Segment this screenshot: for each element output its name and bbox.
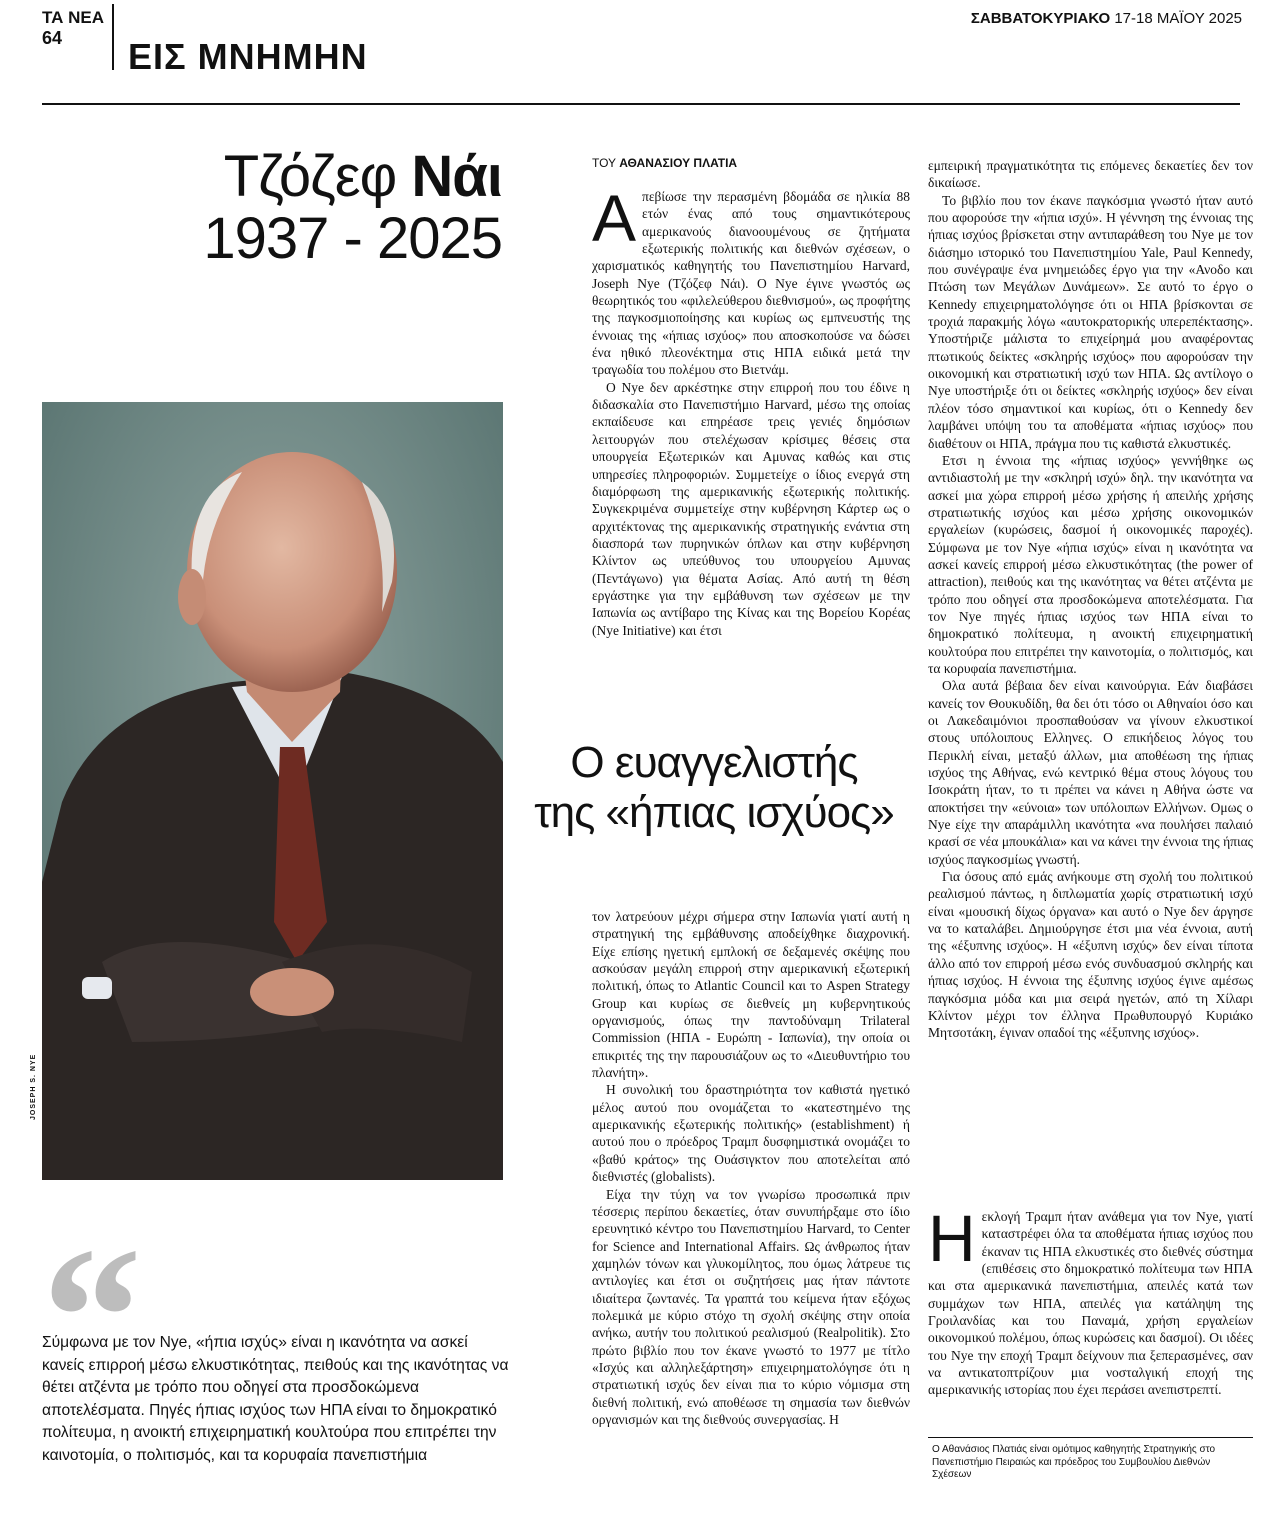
drop-cap-2: Η (928, 1201, 976, 1275)
author-note: Ο Αθανάσιος Πλατιάς είναι ομότιμος καθηγητής Στρατηγικής στο Πανεπιστήμιο Πειραιώς και πρόεδρος του Συμβουλίου Διεθνών Σχέσεων (932, 1444, 1216, 1480)
quote-mark-icon: “ (42, 1207, 142, 1428)
header-divider (112, 4, 114, 70)
body-column-3-closing (928, 1201, 1253, 1399)
paragraph-9-text: εκλογή Τραμπ ήταν ανάθεμα για τον Nye, γιατί καταστρέφει όλα τα αποθέματα ήπιας ισχύος που έκαναν τις ΗΠΑ ελκυστικές στο διεθνές σύστημα (επιθέσεις στο δημοκρατικό πολίτευμα των ΗΠΑ και στα αμερικανικά πανεπιστήμια, απειλές κατά των συμμάχων των ΗΠΑ, απειλές για κατάληψη της Γροιλανδίας και του Παναμά, χρήση εργαλείων οικονομικού πολέμου, όπως κυρώσεις και δασμοί). Οι ιδέες του Nye την εποχή Τραμπ δείχνουν πια ξεπερασμένες, σαν να αντικατοπτρίζουν μια νοσταλγική εποχή της αμερικανικής ιστορίας που έχει περάσει ανεπιστρεπτί. (928, 1209, 1253, 1398)
article-title (150, 146, 502, 270)
paragraph-2: Ο Nye δεν αρκέστηκε στην επιρροή που του έδινε η διδασκαλία στο Πανεπιστήμιο Harvard, μέσω της οποίας εκπαίδευσε και επηρέασε τρεις γενιές δημόσιων λειτουργών που στελέχωσαν κρίσιμες θέσεις στα υπουργεία Εξωτερικών και Αμυνας καθώς και στις υπηρεσίες πληροφοριών. Συμμετείχε ο ίδιος ενεργά στη διαμόρφωση της αμερικανικής εξωτερικής πολιτικής. Συγκεκριμένα συμμετείχε στην κυβέρνηση Κάρτερ ως ο αρχιτέκτονας της αμερικανικής στρατηγικής ενάντια στη διασπορά των πυρηνικών όπλων και στην κυβέρνηση Κλίντον ως υπεύθυνος του υπουργείου Αμυνας (Πεντάγωνο) για θέματα Ασίας. Από αυτή τη θέση εργάστηκε για την εμβάθυνση των σχέσεων με την Ιαπωνία ως αντίβαρο της Κίνας και της Βορείου Κορέας (Nye Initiative) και έτσι (592, 379, 910, 638)
portrait-photo (42, 402, 503, 1180)
edition-label: ΣΑΒΒΑΤΟΚΥΡΙΑΚΟ (970, 10, 1111, 27)
byline (592, 156, 737, 170)
header-rule (42, 103, 1240, 105)
subheadline (524, 738, 904, 838)
section-title: ΕΙΣ ΜΝΗΜΗΝ (128, 36, 368, 77)
paragraph-6: Ετσι η έννοια της «ήπιας ισχύος» γεννήθηκε ως αντιδιαστολή με την «σκληρή ισχύ» δηλ. την ικανότητα να ασκεί μια χώρα επιρροή μέσω χρήσης ή απειλής χρήσης στρατιωτικής ισχύος και μέσω χρήσης οικονομικών εργαλείων (κυρώσεις, δασμοί ή οικονομικές παροχές). Σύμφωνα με τον Nye «ήπια ισχύς» είναι η ικανότητα να ασκεί κανείς επιρροή μέσω ελκυστικότητας (the power of attraction), πειθούς και της ικανότητας να θέτει ατζέντα με τρόπο που οδηγεί στα προσδοκώμενα αποτελέσματα. Για τον Nye πηγές ήπιας ισχύος των ΗΠΑ είναι το δημοκρατικό πολίτευμα, η ανοικτή επιχειρηματική κουλτούρα που επιτρέπει την καινοτομία, ο πολιτισμός, και τα κορυφαία πανεπιστήμια. (928, 452, 1253, 676)
issue-date: 17-18 ΜΑΪΟΥ 2025 (1114, 10, 1242, 27)
pull-quote: Σύμφωνα με τον Nye, «ήπια ισχύς» είναι η ικανότητα να ασκεί κανείς επιρροή μέσω ελκυστικότητας, πειθούς και της ικανότητας να θέτει ατζέντα με τρόπο που οδηγεί στα προσδοκώμενα αποτελέσματα. Πηγές ήπιας ισχύος των ΗΠΑ είναι το δημοκρατικό πολίτευμα, η ανοικτή επιχειρηματική κουλτούρα που επιτρέπει την καινοτομία, ο πολιτισμός, και τα κορυφαία πανεπιστήμια (42, 1334, 509, 1464)
page-number: 64 (42, 28, 63, 48)
paragraph-4: Είχα την τύχη να τον γνωρίσω προσωπικά πριν τέσσερις περίπου δεκαετίες, όταν συνυπήρξαμε στο ίδιο ερευνητικό κέντρο του Πανεπιστημίου Harvard, το Center for Science and International Affairs. Ως άνθρωπος ήταν χαμηλών τόνων και γλυκομίλητος, που όμως λάτρευε τις αντιλογίες και έτσι οι συζητήσεις μας ήταν πάντοτε ιδιαίτερα ζωντανές. Τα γραπτά του κείμενα ήταν εξόχως πολεμικά με κύριο στόχο τη σχολή σκέψης στην οποία ανήκω, αυτήν του πολιτικού ρεαλισμού (Realpolitik). Στο πρώτο βιβλίο που τον έκανε γνωστό το 1977 με τίτλο «Ισχύς και αλληλεξάρτηση» επιχειρηματολόγησε ότι η στρατιωτική ισχύς δεν είναι πια το κύριο νόμισμα στη διεθνή πολιτική, ενώ αποθέωσε τη σημασία των διεθνών οργανισμών και της διεθνούς συνεργασίας. Η (592, 1186, 910, 1427)
paragraph-5: Το βιβλίο που τον έκανε παγκόσμια γνωστό ήταν αυτό που αφορούσε την «ήπια ισχύ». Η γέννηση της έννοιας της ήπιας ισχύος βρίσκεται στην αντιπαράθεση του Nye με τον διάσημο ιστορικό του Πανεπιστημίου Yale, Paul Kennedy, που συνέγραψε ένα μνημειώδες έργο για την «Ανοδο και Πτώση των Μεγάλων Δυνάμεων». Σε αυτό το έργο ο Kennedy επιχειρηματολόγησε ότι οι ΗΠΑ βρίσκονται σε τροχιά παρακμής λόγω «αυτοκρατορικής υπερεπέκτασης». Υποστήριζε μάλιστα το επιχείρημά μου αναφέροντας πτωτικούς δείκτες «σκληρής ισχύος» που αφορούσαν την οικονομική και στρατιωτική ισχύ των ΗΠΑ. Ως αντίλογο ο Nye υποστήριξε ότι οι δείκτες «σκληρής ισχύος» δεν είναι πλέον τόσο σημαντικοί και κυρίως, ότι ο Kennedy δεν λαμβάνει υπόψη του τα αποθέματα «ήπιας ισχύος» που διαθέτουν οι ΗΠΑ, πράγμα που τις καθιστά ελκυστικές. (928, 192, 1253, 451)
author-name: ΑΘΑΝΑΣΙΟΥ ΠΛΑΤΙΑ (619, 156, 738, 170)
footnote-rule (928, 1437, 1253, 1438)
paragraph-3: Η συνολική του δραστηριότητα τον καθιστά ηγετικό μέλος αυτού που ονομάζεται το «κατεστημένο της αμερικανικής εξωτερικής πολιτικής» (establishment) ή αυτού που ο πρόεδρος Τραμπ δυσφημιστικά ονομάζει το «βαθύ κράτος» της Ουάσιγκτον που αποτελείται από διεθνιστές (globalists). (592, 1082, 910, 1185)
paragraph-1-text: πεβίωσε την περασμένη βδομάδα σε ηλικία 88 ετών ένας από τους σημαντικότερους αμερικανούς διανοουμένους σε ζητήματα εξωτερικής πολιτικής και διεθνών σχέσεων, ο χαρισματικός καθηγητής του Πανεπιστημίου Harvard, Joseph Nye (Τζόζεφ Νάι). Ο Nye έγινε γνωστός ως θεωρητικός του «φιλελεύθερου διεθνισμού», ως προφήτης της παγκοσμιοποίησης και κυρίως ως εμπνευστής της έννοιας της «ήπιας ισχύος» που αποσκοπούσε να δώσει ένα ηθικό πλεονέκτημα στις ΗΠΑ ειδικά μετά την τραγωδία του πολέμου στο Βιετνάμ. (592, 189, 910, 378)
photo-credit: JOSEPH S. NYE (30, 1053, 37, 1120)
subheadline-line-2: της «ήπιας ισχύος» (534, 788, 894, 837)
title-years: 1937 - 2025 (203, 206, 502, 271)
dateline (971, 10, 1242, 27)
byline-prefix: ΤΟΥ (592, 156, 620, 170)
paragraph-2-continued: τον λατρεύουν μέχρι σήμερα στην Ιαπωνία γιατί αυτή η στρατηγική της εμβάθυνσης αποδείχθηκε διαχρονική. Είχε επίσης ηγετική εμπλοκή σε δεξαμενές σκέψης που ασκούσαν μεγάλη επιρροή στην αμερικανική εξωτερική πολιτική, όπως το Atlantic Council και το Aspen Strategy Group και κυρίως σε διεθνείς μη κυβερνητικούς οργανισμούς, όπως την παντοδύναμη Trilateral Commission (ΗΠΑ - Ευρώπη - Ιαπωνία), την οποία οι επικριτές της την παρουσιάζουν ως το «Διευθυντήριο του πλανήτη». (592, 909, 910, 1081)
body-column-3 (928, 157, 1253, 1042)
paragraph-9 (928, 1201, 1253, 1399)
body-column-2-bottom (592, 908, 910, 1428)
newspaper-name: ΤΑ ΝΕΑ (42, 8, 105, 27)
paragraph-4-continued: εμπειρική πραγματικότητα τις επόμενες δεκαετίες δεν τον δικαίωσε. (928, 158, 1253, 191)
title-first-name: Τζόζεφ (223, 144, 412, 209)
drop-cap: Α (592, 181, 637, 255)
title-last-name: Νάι (411, 144, 502, 209)
subheadline-line-1: Ο ευαγγελιστής (570, 738, 858, 787)
paragraph-8: Για όσους από εμάς ανήκουμε στη σχολή του πολιτικού ρεαλισμού πάντως, η διπλωματία χωρίς στρατιωτική ισχύ είναι «μουσική δίχως όργανα» και αυτό ο Nye δεν άργησε να το καταλάβει. Δημιούργησε έτσι μια νέα έννοια, αυτή της «έξυπνης ισχύος». Η «έξυπνη ισχύς» δεν είναι τίποτα άλλο από τον επιρροή μέσω ενός συνδυασμού σκληρής και ήπιας ισχύος. Η έννοια της έξυπνης ισχύος έγινε αμέσως παγκόσμια μόδα και μια σειρά ηγετών, από τη Χίλαρι Κλίντον μέχρι τον έλληνα Πρωθυπουργό Κυριάκο Μητσοτάκη, έγιναν οπαδοί της «έξυπνης ισχύος». (928, 869, 1253, 1041)
body-column-2-top (592, 181, 910, 639)
paragraph-1 (592, 181, 910, 379)
portrait-illustration (42, 402, 503, 1180)
paragraph-7: Ολα αυτά βέβαια δεν είναι καινούργια. Εάν διαβάσει κανείς τον Θουκυδίδη, θα δει ότι τόσο οι Αθηναίοι όσο και οι Λακεδαιμόνιοι προσπαθούσαν να γίνουν ελκυστικοί στους υπόλοιπους Ελληνες. Ο επικήδειος λόγος του Περικλή είναι, μεταξύ άλλων, μια αποθέωση της ήπιας ισχύος της Αθήνας, ενώ κεντρικό θέμα στους λόγους του Ισοκράτη ήταν, το τι πρέπει να κάνει η Αθήνα ώστε να αποκτήσει την «εύνοια» των υπόλοιπων Ελλήνων. Ομως ο Nye είχε την απαράμιλλη ικανότητα «να πουλήσει παλαιό κρασί σε νέα μπουκάλια» και να κάνει την έννοια της ήπιας ισχύος παγκοσμίως γνωστή. (928, 678, 1253, 867)
